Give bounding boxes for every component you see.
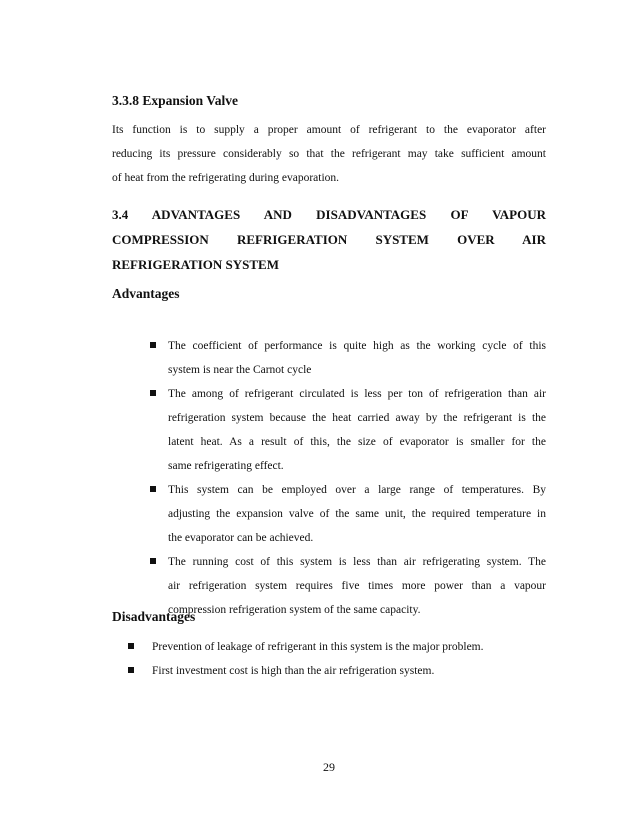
list-item-line: latent heat. As a result of this, the size of evaporator is smaller for the — [168, 436, 546, 448]
list-item-line: The coefficient of performance is quite high as the working cycle of this — [168, 340, 546, 352]
heading-line: COMPRESSION REFRIGERATION SYSTEM OVER AIR — [112, 232, 546, 247]
section-heading-expansion-valve: 3.3.8 Expansion Valve — [112, 93, 239, 108]
disadvantages-list — [112, 635, 546, 683]
paragraph-line: of heat from the refrigerating during evaporation. — [112, 172, 340, 184]
list-item — [112, 478, 546, 550]
list-item-line: Prevention of leakage of refrigerant in this system is the major problem. — [152, 641, 484, 653]
square-bullet-icon — [150, 558, 156, 564]
square-bullet-icon — [128, 667, 134, 673]
square-bullet-icon — [128, 643, 134, 649]
list-item-line: The among of refrigerant circulated is less per ton of refrigeration than air — [168, 388, 546, 400]
heading-line: 3.4 ADVANTAGES AND DISADVANTAGES OF VAPOUR — [112, 207, 546, 222]
list-item-line: air refrigeration system requires five times more power than a vapour — [168, 580, 546, 592]
list-item-line: adjusting the expansion valve of the same unit, the required temperature in — [168, 508, 546, 520]
list-item-line: the evaporator can be achieved. — [168, 532, 314, 544]
list-item — [112, 659, 546, 683]
list-item-line: First investment cost is high than the air refrigeration system. — [152, 665, 435, 677]
list-item — [112, 635, 546, 659]
paragraph-line: Its function is to supply a proper amount of refrigerant to the evaporator after — [112, 124, 546, 136]
disadvantages-label: Disadvantages — [112, 609, 196, 624]
paragraph-line: reducing its pressure considerably so that the refrigerant may take sufficient amount — [112, 148, 546, 160]
advantages-list — [112, 334, 546, 622]
square-bullet-icon — [150, 486, 156, 492]
square-bullet-icon — [150, 342, 156, 348]
list-item-line: system is near the Carnot cycle — [168, 364, 312, 376]
expansion-valve-paragraph — [112, 118, 546, 190]
list-item-line: refrigeration system because the heat carried away by the refrigerant is the — [168, 412, 546, 424]
square-bullet-icon — [150, 390, 156, 396]
list-item-line: compression refrigeration system of the same capacity. — [168, 604, 421, 616]
advantages-label: Advantages — [112, 286, 180, 301]
heading-line: REFRIGERATION SYSTEM — [112, 257, 279, 272]
list-item — [112, 334, 546, 382]
section-heading-advantages-disadvantages — [112, 202, 546, 277]
list-item-line: This system can be employed over a large range of temperatures. By — [168, 484, 546, 496]
list-item-line: The running cost of this system is less than air refrigerating system. The — [168, 556, 546, 568]
page-number: 29 — [323, 760, 335, 774]
list-item-line: same refrigerating effect. — [168, 460, 284, 472]
list-item — [112, 382, 546, 478]
